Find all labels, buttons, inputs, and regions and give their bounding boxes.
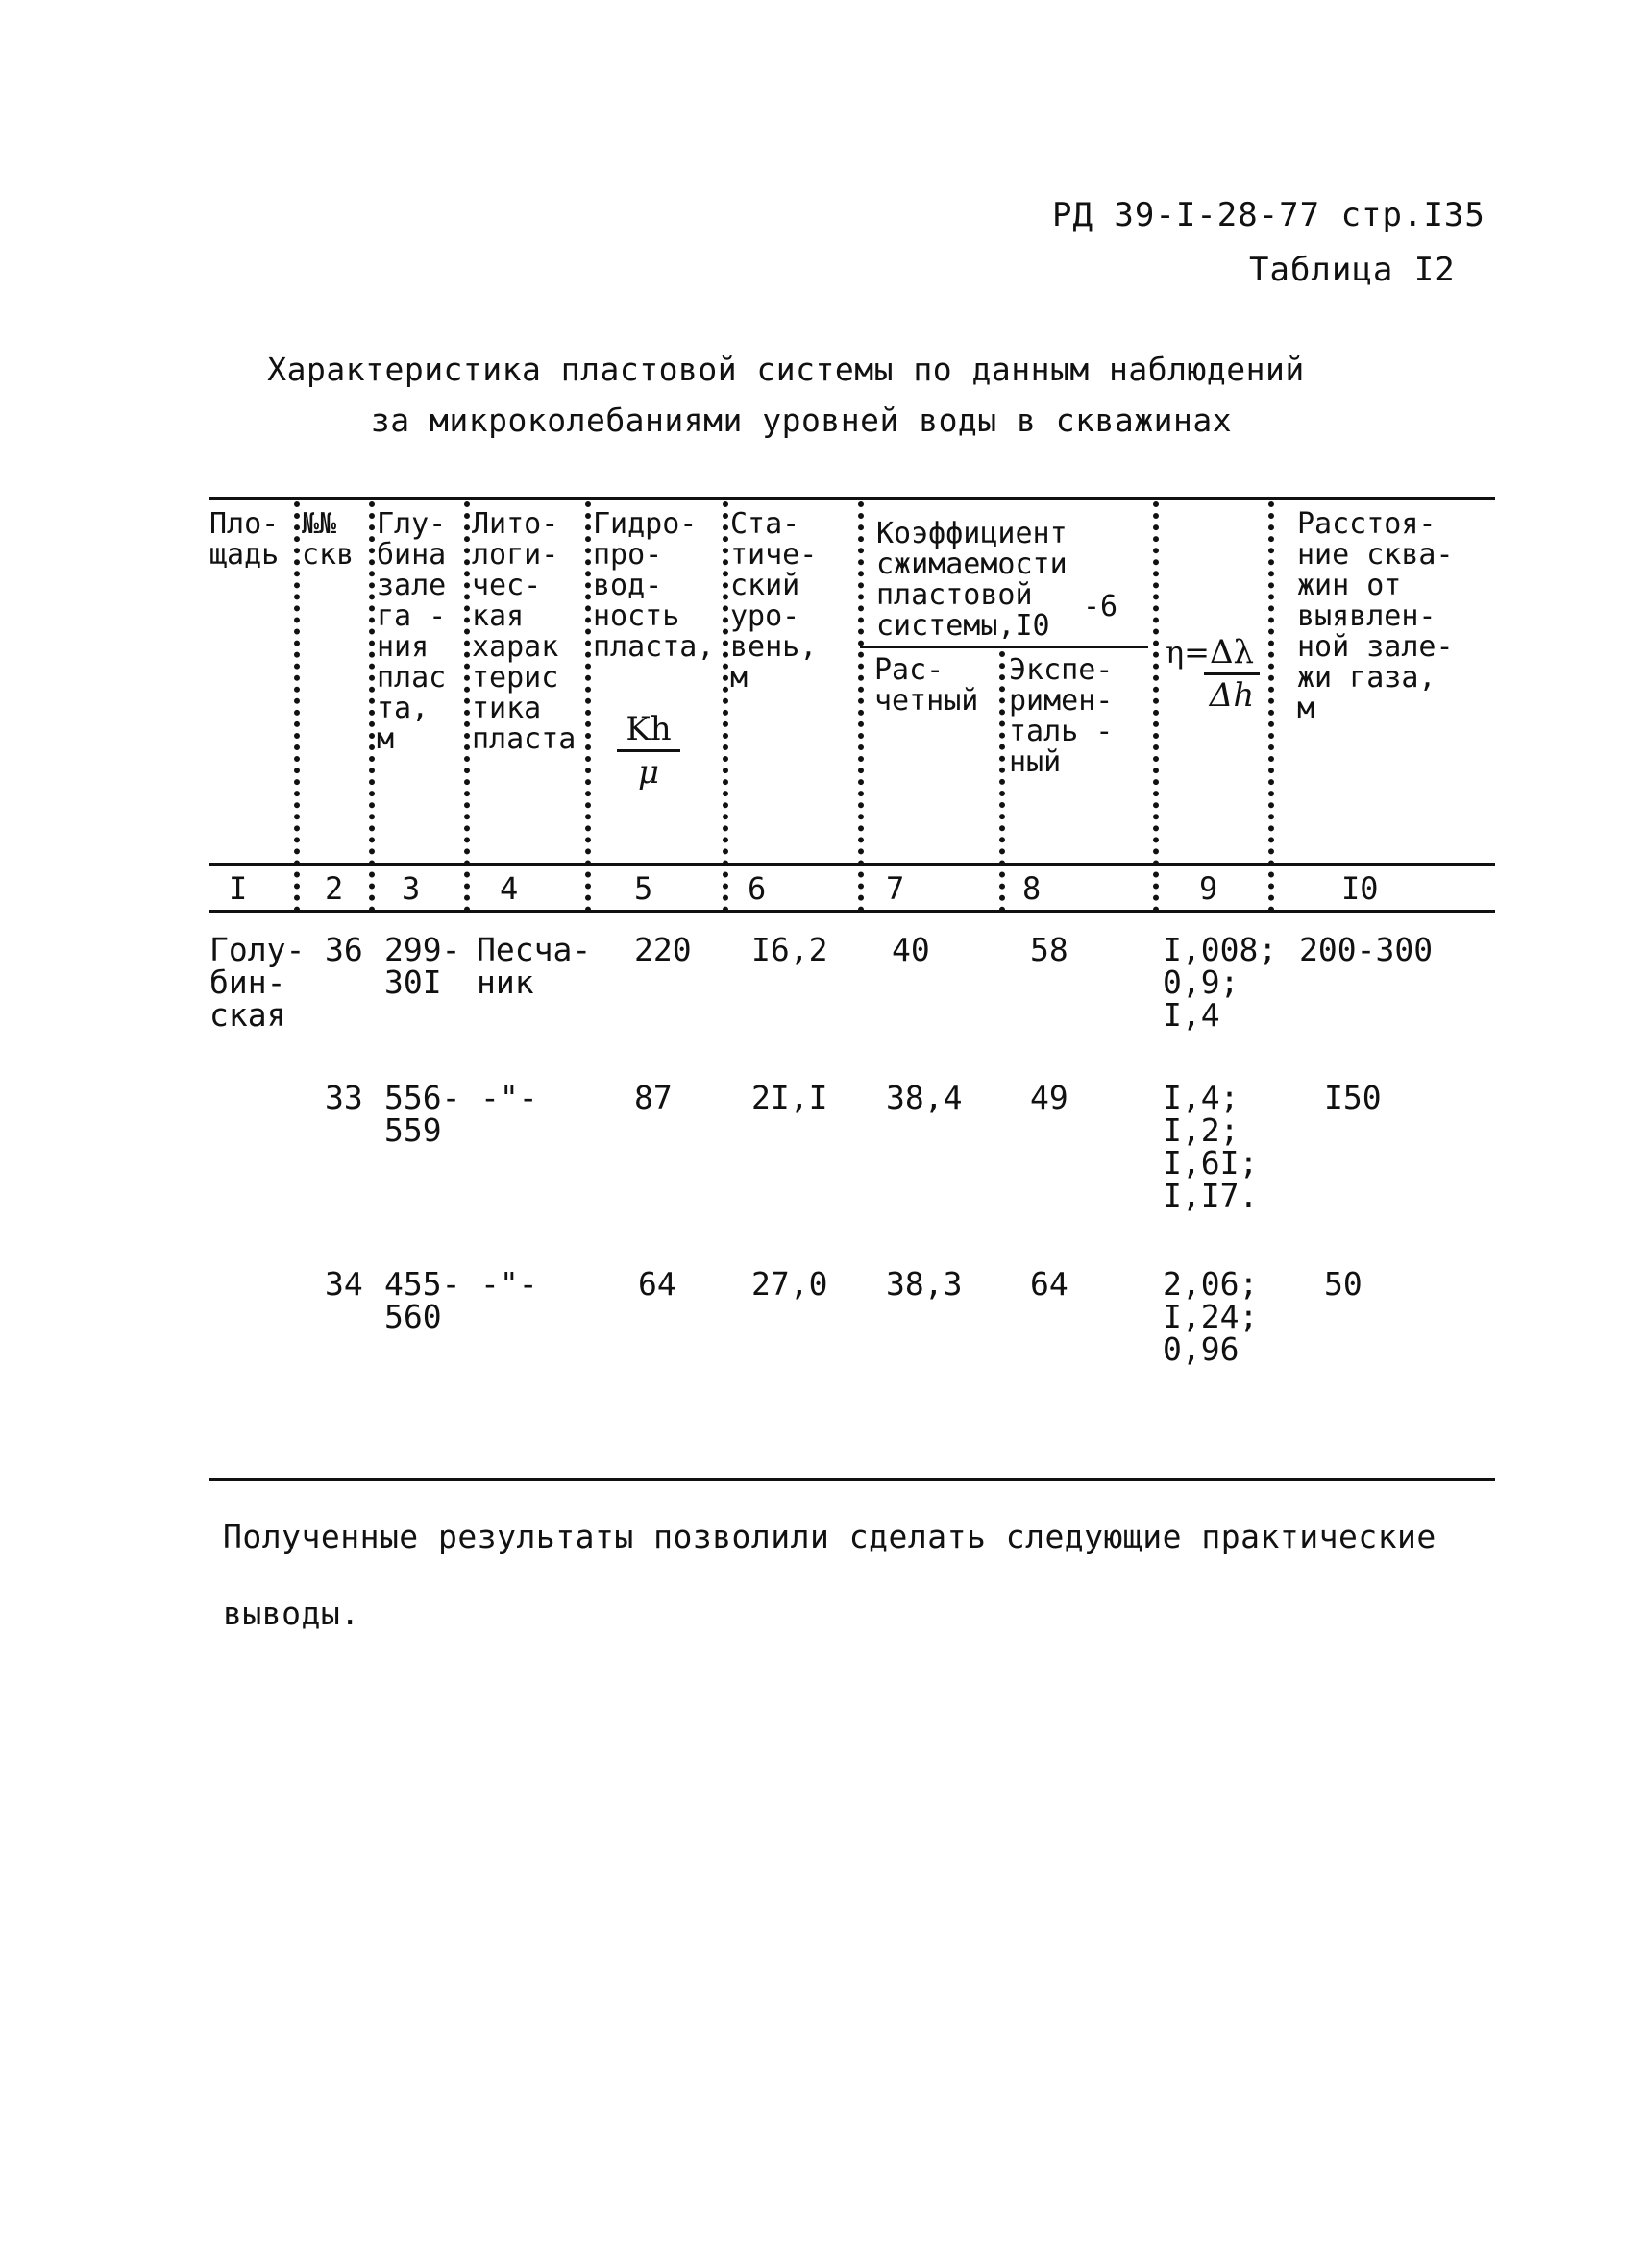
cell-static-level: 27,0 <box>751 1265 828 1303</box>
cell-area: Голу- бин- ская <box>209 931 306 1034</box>
cell-experimental: 49 <box>1030 1079 1068 1116</box>
cell-hydroconductivity: 220 <box>634 931 692 968</box>
header-experimental: Экспе- римен- таль - ный <box>1009 653 1114 779</box>
header-distance: Расстоя- ние сква- жин от выявлен- ной зале- жи газа, м <box>1297 507 1454 725</box>
header-well-number: №№ скв <box>302 507 355 572</box>
cell-lithology: Песча- ник <box>477 931 592 1001</box>
cell-well: 34 <box>325 1265 363 1303</box>
header-static-level: Ста- тиче- ский уро- вень, м <box>730 507 818 695</box>
column-number: 4 <box>500 870 519 907</box>
header-bottom-rule <box>209 863 1495 866</box>
column-number: I0 <box>1341 870 1379 907</box>
cell-distance: 50 <box>1324 1265 1363 1303</box>
cell-experimental: 64 <box>1030 1265 1068 1303</box>
column-number: 7 <box>886 870 905 907</box>
cell-static-level: 2I,I <box>751 1079 828 1116</box>
column-separator <box>294 501 300 913</box>
eta-numerator: Δλ <box>1209 633 1255 671</box>
conclusion-text-line-1: Полученные результаты позволили сделать следующие практические <box>223 1518 1436 1555</box>
cell-eta: I,4; I,2; I,6I; I,I7. <box>1163 1079 1259 1214</box>
column-number: 2 <box>325 870 344 907</box>
table-top-rule <box>209 497 1495 500</box>
eta-symbol: η= <box>1166 634 1210 671</box>
cell-eta: I,008; 0,9; I,4 <box>1163 931 1278 1034</box>
table-label: Таблица I2 <box>1249 251 1456 289</box>
column-number: I <box>229 870 248 907</box>
cell-calculated: 38,3 <box>886 1265 963 1303</box>
header-area: Пло- щадь <box>209 507 280 572</box>
column-separator <box>464 501 470 913</box>
cell-hydroconductivity: 87 <box>634 1079 673 1116</box>
column-separator <box>369 501 375 913</box>
formula-numerator: Kh <box>626 710 672 748</box>
column-separator <box>999 651 1005 913</box>
table-bottom-rule <box>209 1478 1495 1481</box>
cell-experimental: 58 <box>1030 931 1068 968</box>
cell-depth: 299- 30I <box>384 931 461 1001</box>
document-code: РД 39-I-28-77 стр.I35 <box>1052 196 1485 234</box>
header-lithology: Лито- логи- чес- кая харак терис тика пласта <box>472 507 577 756</box>
column-separator <box>723 501 728 913</box>
cell-calculated: 38,4 <box>886 1079 963 1116</box>
column-number: 9 <box>1199 870 1218 907</box>
column-separator <box>1153 501 1159 913</box>
cell-well: 36 <box>325 931 363 968</box>
header-compressibility-exponent: -6 <box>1083 590 1118 623</box>
cell-distance: 200-300 <box>1299 931 1434 968</box>
header-hydroconductivity: Гидро- про- вод- ность пласта, <box>593 507 715 664</box>
cell-hydroconductivity: 64 <box>638 1265 676 1303</box>
cell-lithology: -"- <box>480 1265 538 1303</box>
conclusion-text-line-2: выводы. <box>223 1595 360 1632</box>
cell-depth: 455- 560 <box>384 1265 461 1335</box>
fraction-bar <box>617 749 680 752</box>
hydroconductivity-formula <box>617 711 680 791</box>
header-depth: Глу- бина зале га - ния плас та, м <box>377 507 447 756</box>
cell-well: 33 <box>325 1079 363 1116</box>
column-number: 3 <box>402 870 421 907</box>
header-compressibility: Коэффициент сжимаемости пластовой системы,I0 <box>876 517 1068 643</box>
column-number: 8 <box>1022 870 1042 907</box>
column-separator <box>1268 501 1274 913</box>
column-numbers-rule <box>209 910 1495 913</box>
cell-depth: 556- 559 <box>384 1079 461 1149</box>
header-calculated: Рас- четный <box>874 653 979 718</box>
column-number: 6 <box>748 870 767 907</box>
column-separator <box>858 501 864 913</box>
cell-static-level: I6,2 <box>751 931 828 968</box>
column-number: 5 <box>634 870 653 907</box>
cell-calculated: 40 <box>892 931 930 968</box>
table-title-line-1: Характеристика пластовой системы по данным наблюдений <box>267 351 1305 388</box>
cell-eta: 2,06; I,24; 0,96 <box>1163 1265 1259 1368</box>
eta-denominator: Δh <box>1209 676 1255 715</box>
table-title-line-2: за микроколебаниями уровней воды в скважинах <box>370 402 1233 439</box>
formula-denominator: μ <box>637 753 660 792</box>
column-separator <box>585 501 591 913</box>
cell-distance: I50 <box>1324 1079 1382 1116</box>
cell-lithology: -"- <box>480 1079 538 1116</box>
eta-formula <box>1204 634 1260 714</box>
coefficient-subheader-rule <box>860 646 1148 648</box>
fraction-bar <box>1204 672 1260 675</box>
